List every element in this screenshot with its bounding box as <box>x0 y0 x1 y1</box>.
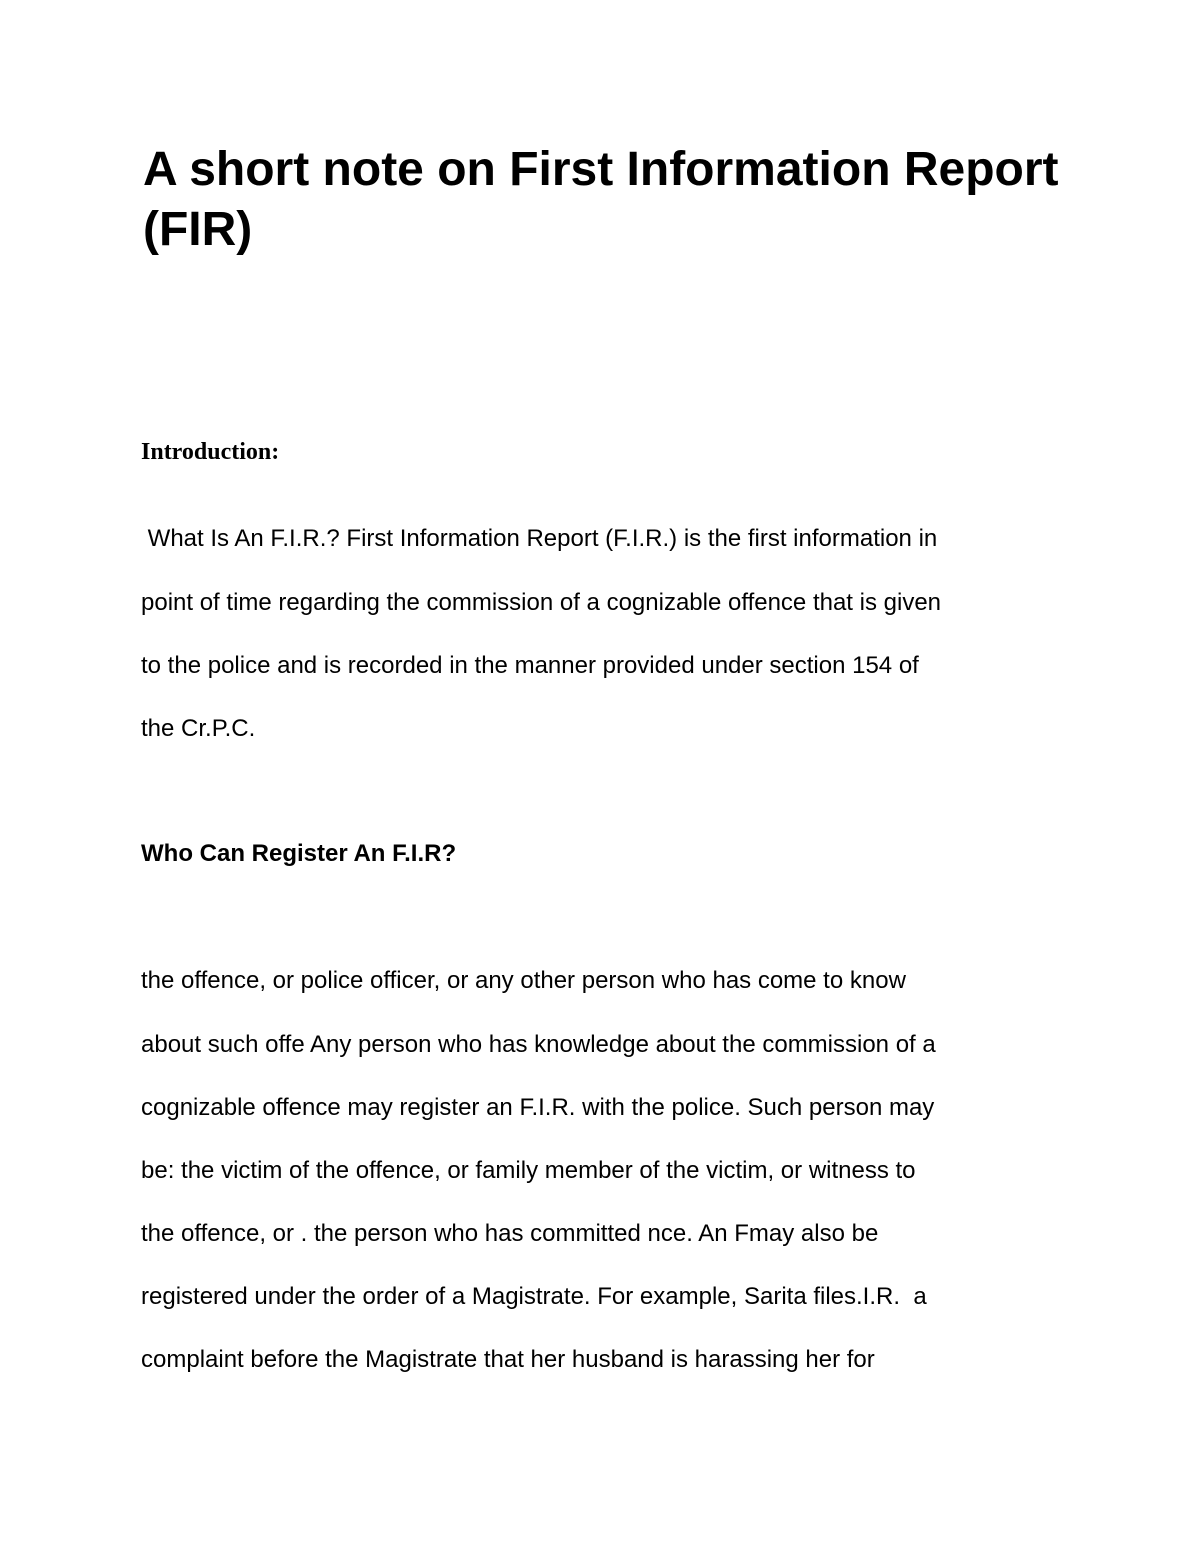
who-paragraph-line-6: registered under the order of a Magistrate. For example, Sarita files.I.R. a <box>141 1283 927 1310</box>
introduction-heading: Introduction: <box>141 439 280 465</box>
who-paragraph-line-2: about such offe Any person who has knowledge about the commission of a <box>141 1031 936 1058</box>
who-can-register-heading: Who Can Register An F.I.R? <box>141 840 457 867</box>
introduction-line-2: point of time regarding the commission of a cognizable offence that is given <box>141 589 942 616</box>
introduction-line-1: What Is An F.I.R.? First Information Report (F.I.R.) is the first information in <box>141 525 938 552</box>
who-paragraph-line-3: cognizable offence may register an F.I.R. with the police. Such person may <box>141 1094 935 1121</box>
introduction-line-3: to the police and is recorded in the manner provided under section 154 of <box>141 652 919 679</box>
document-title-line-1: A short note on First Information Report <box>143 143 1059 196</box>
document-title-line-2: (FIR) <box>143 203 253 256</box>
introduction-line-4: the Cr.P.C. <box>141 715 256 742</box>
who-paragraph-line-4: be: the victim of the offence, or family member of the victim, or witness to <box>141 1157 916 1184</box>
who-paragraph-line-7: complaint before the Magistrate that her husband is harassing her for <box>141 1346 875 1373</box>
who-paragraph-line-1: the offence, or police officer, or any other person who has come to know <box>141 967 906 994</box>
who-paragraph-line-5: the offence, or . the person who has committed nce. An Fmay also be <box>141 1220 879 1247</box>
